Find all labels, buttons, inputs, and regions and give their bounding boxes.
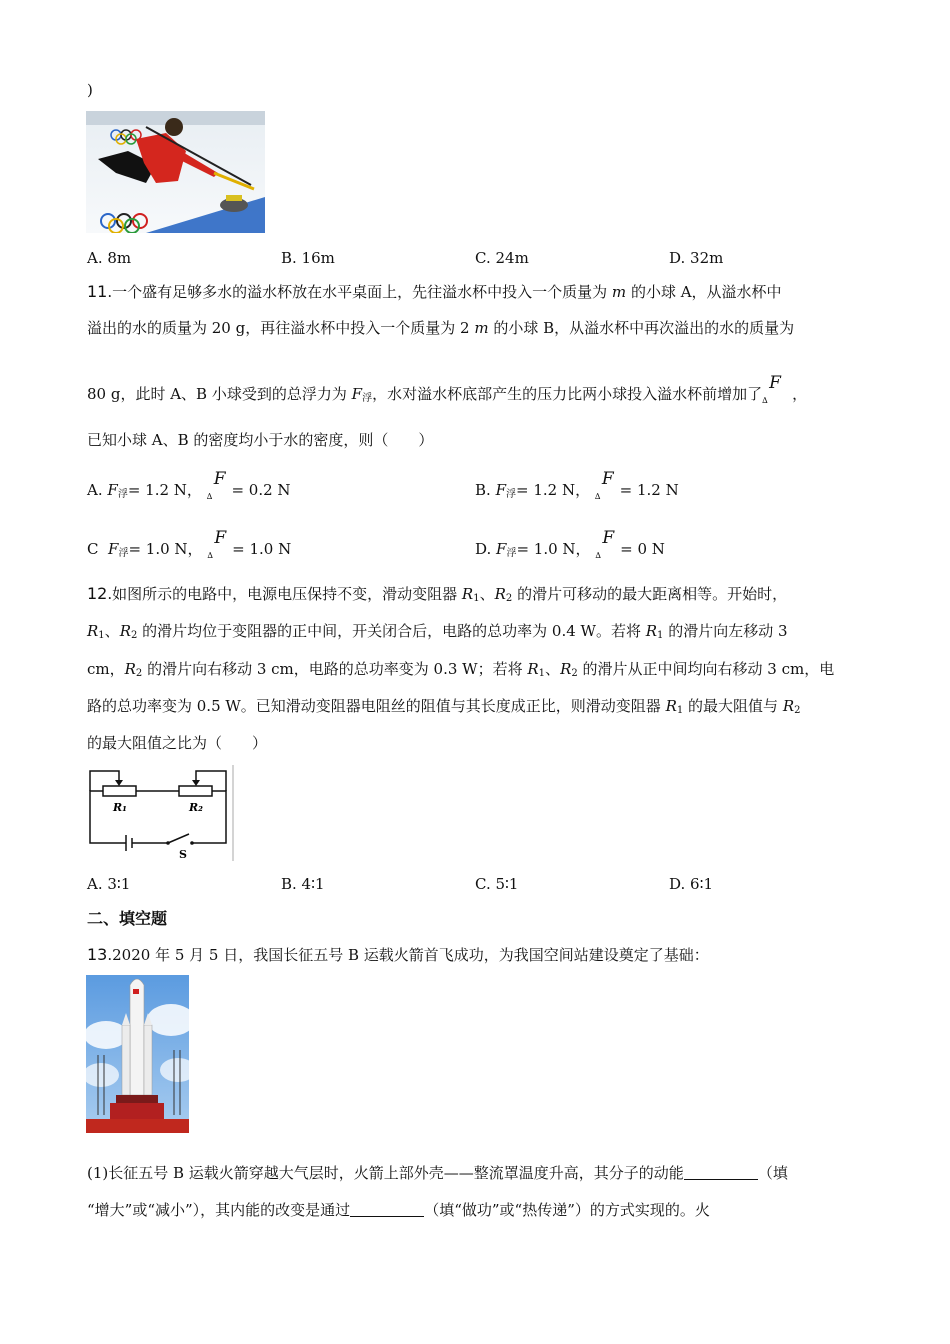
top-fragment: )	[87, 81, 93, 99]
q12-line-5: 的最大阻值之比为（ ）	[87, 734, 268, 752]
q13-line-3: “增大”或“减小”），其内能的改变是通过 （填“做功”或“热传递”）的方式实现的。火	[87, 1201, 710, 1219]
blank-2[interactable]	[350, 1202, 424, 1217]
q12-line-4: 路的总功率变为 0.5 W。已知滑动变阻器电阻丝的阻值与其长度成正比，则滑动变阻器 $R_1$ 的最大阻值与 $R_2$	[87, 697, 801, 716]
q11-line-2: 溢出的水的质量为 20 g，再往溢水杯中投入一个质量为 2 m 的小球 B，从溢水杯中再次溢出的水的质量为	[87, 319, 795, 337]
section-heading: 二、填空题	[87, 909, 168, 928]
q10-option-c: C. 24m	[475, 249, 529, 267]
q11-line-1: 11.一个盛有足够多水的溢水杯放在水平桌面上，先往溢水杯中投入一个质量为 m 的小球 A，从溢水杯中	[87, 282, 782, 301]
q12-option-b: B. 4∶1	[281, 875, 325, 893]
switch-label: S	[179, 848, 187, 861]
question-number: 11	[87, 282, 108, 301]
q12-line-3: cm，$R_2$ 的滑片向右移动 3 cm，电路的总功率变为 0.3 W；若将 $R_1$、$R_2$ 的滑片从正中间均向右移动 3 cm，电	[87, 660, 835, 679]
blank-1[interactable]	[684, 1165, 758, 1180]
rocket-photo	[86, 975, 189, 1133]
q11-line-4: 已知小球 A、B 的密度均小于水的密度，则（ ）	[87, 431, 434, 449]
q11-line-3: 80 g，此时 A、B 小球受到的总浮力为 $F_浮$，水对溢水杯底部产生的压力比两小球投入溢水杯前增加了 ∆ F ，	[87, 373, 808, 405]
delta-f-symbol: ∆ F	[762, 373, 781, 405]
q10-option-d: D. 32m	[669, 249, 724, 267]
r1-label: R₁	[113, 801, 127, 814]
q11-option-d: D. $F_浮= 1.0$ N， ∆ F = 0 N	[475, 528, 665, 560]
r2-label: R₂	[189, 801, 203, 814]
q12-line-2: $R_1$、$R_2$ 的滑片均位于变阻器的正中间，开关闭合后，电路的总功率为 0.4 W。若将 $R_1$ 的滑片向左移动 3	[87, 622, 788, 641]
q12-option-a: A. 3∶1	[87, 875, 131, 893]
q11-option-a: A. $F_浮= 1.2$ N， ∆ F = 0.2 N	[87, 469, 291, 501]
q12-option-c: C. 5∶1	[475, 875, 519, 893]
q13-line-2: (1)长征五号 B 运载火箭穿越大气层时，火箭上部外壳——整流罩温度升高，其分子的动能 （填	[87, 1164, 788, 1182]
q11-option-b: B. $F_浮= 1.2$ N， ∆ F = 1.2 N	[475, 469, 679, 501]
q12-line-1: 12.如图所示的电路中，电源电压保持不变，滑动变阻器 $R_1$、$R_2$ 的滑片可移动的最大距离相等。开始时，	[87, 584, 788, 604]
q10-option-a: A. 8m	[87, 249, 132, 267]
circuit-diagram	[86, 763, 236, 863]
q12-option-d: D. 6∶1	[669, 875, 714, 893]
q10-option-b: B. 16m	[281, 249, 335, 267]
q13-line-1: 13.2020 年 5 月 5 日，我国长征五号 B 运载火箭首飞成功，为我国空间站建设奠定了基础：	[87, 945, 709, 964]
curling-photo	[86, 111, 265, 233]
q11-option-c: C $F_浮= 1.0$ N， ∆ F = 1.0 N	[87, 528, 292, 560]
